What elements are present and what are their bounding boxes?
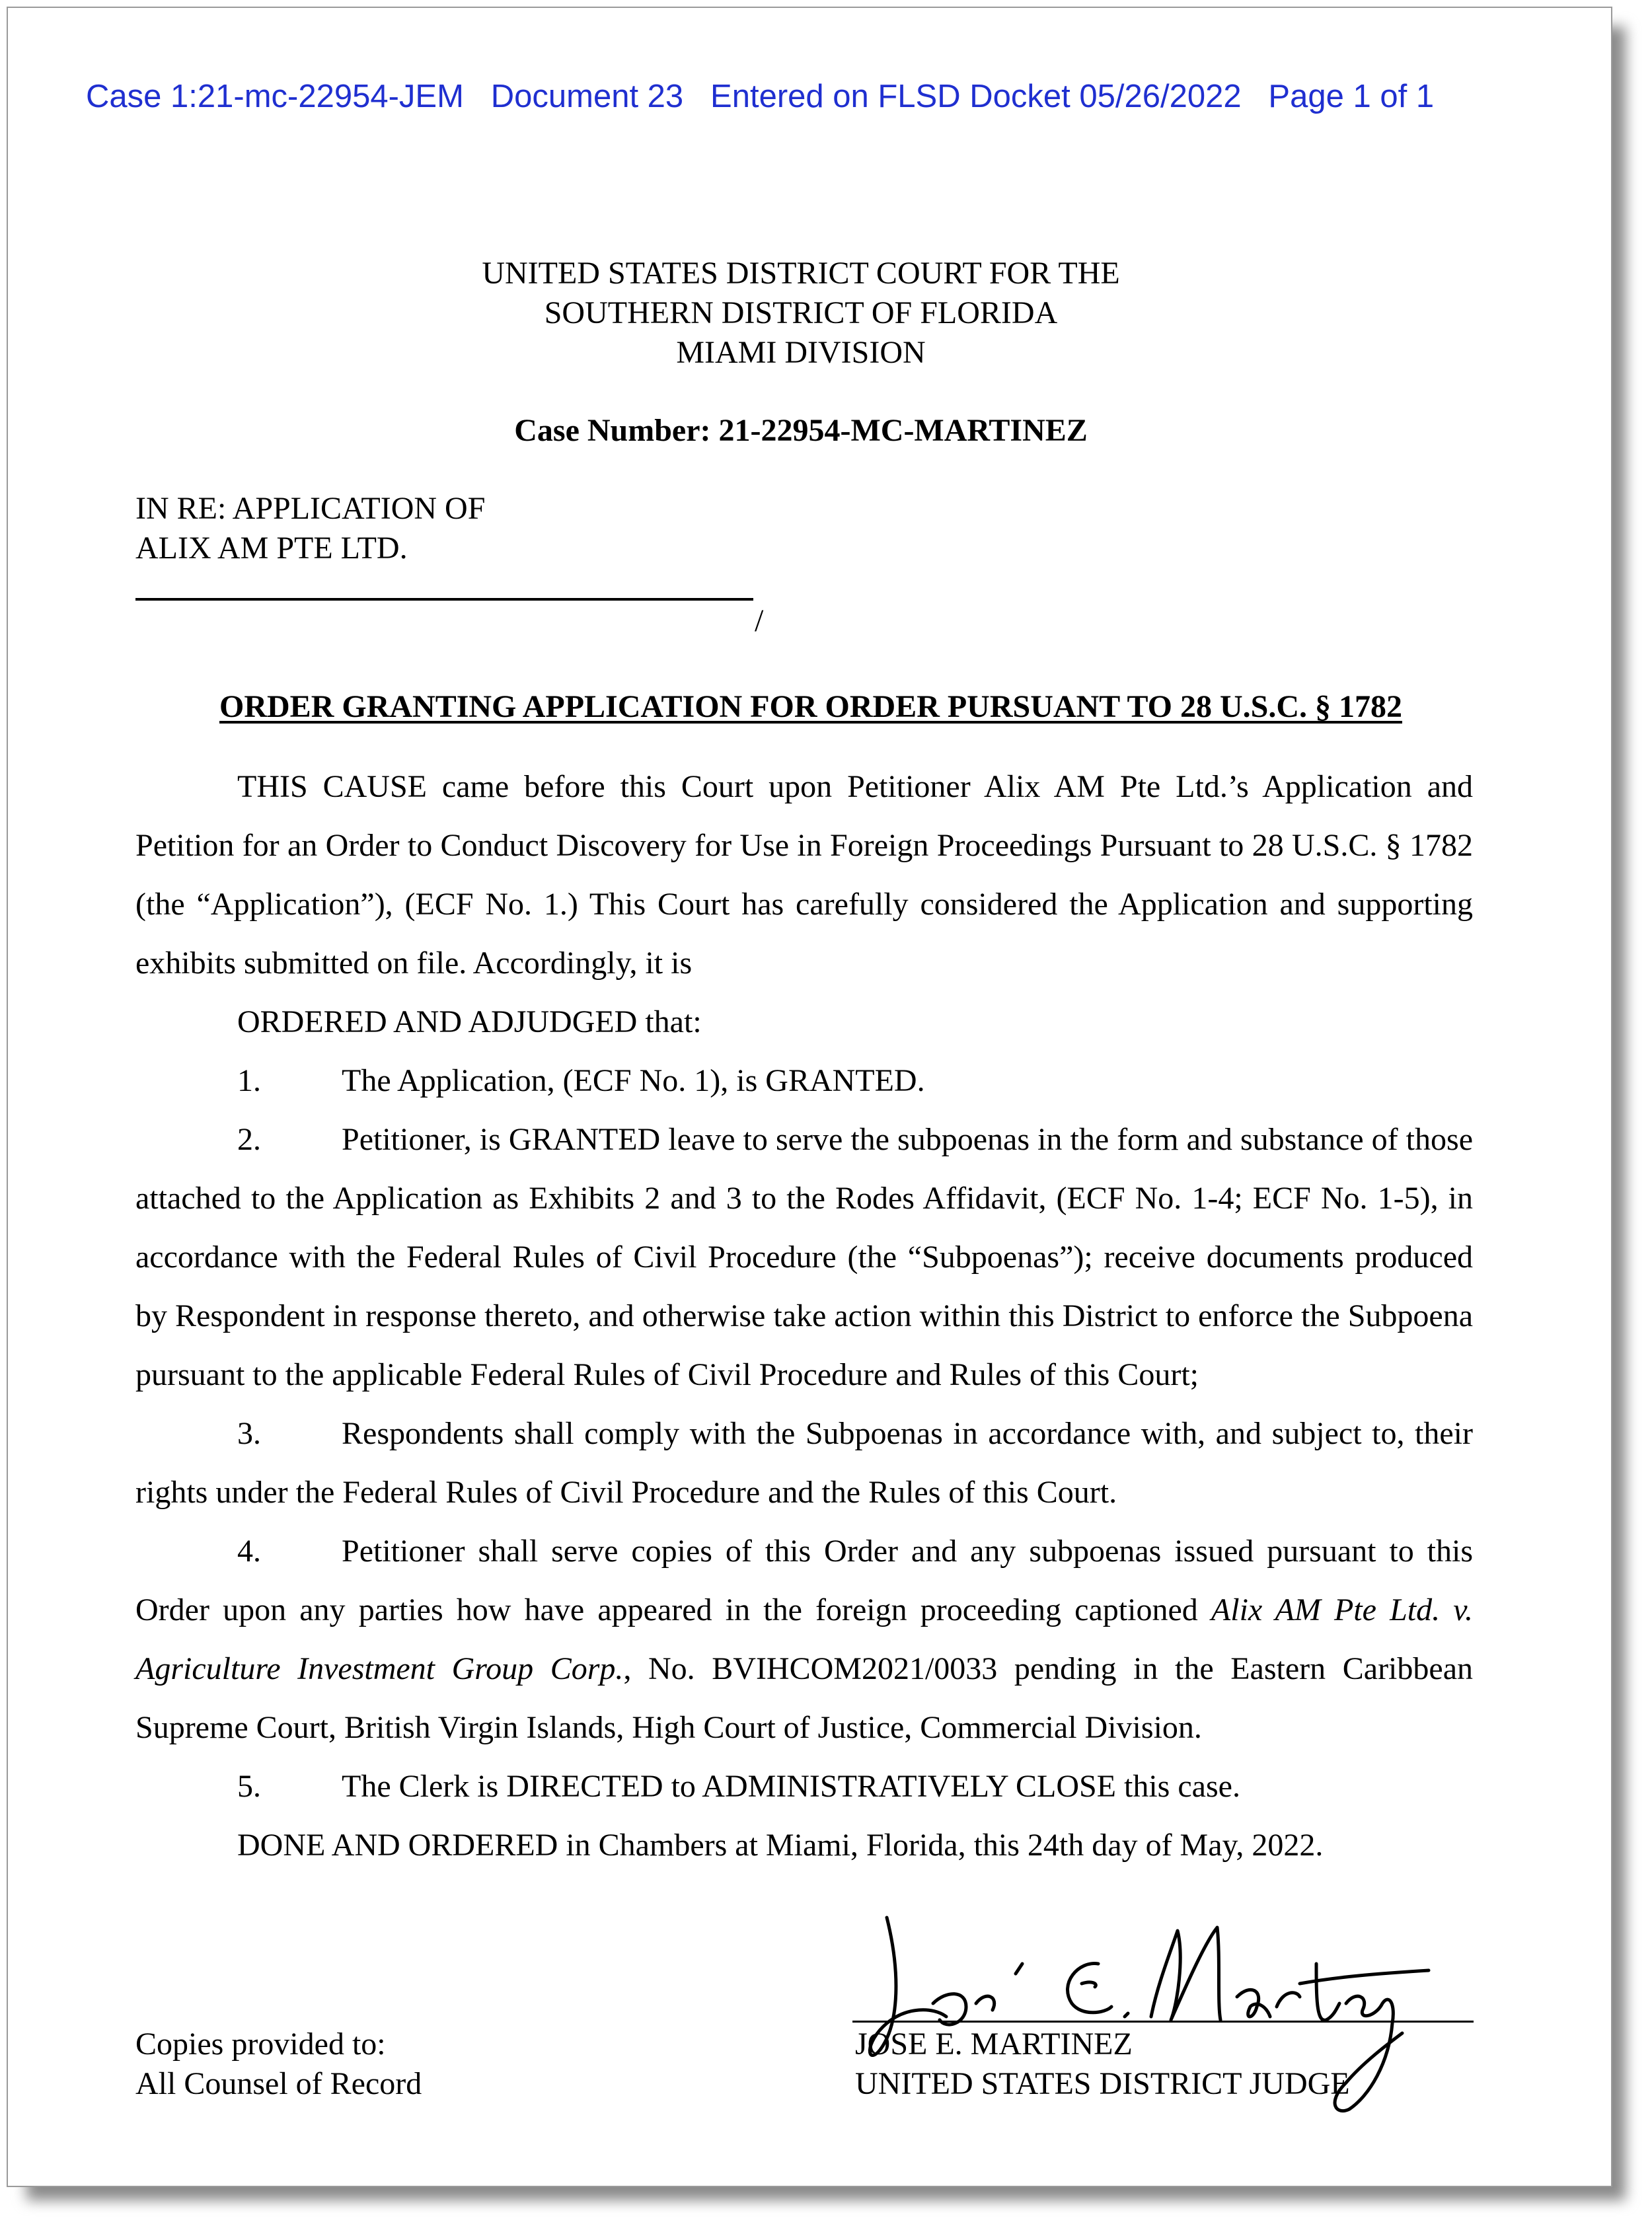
court-line-2: SOUTHERN DISTRICT OF FLORIDA xyxy=(544,295,1058,330)
order-item-2 xyxy=(135,1110,1473,1404)
judge-name: JOSE E. MARTINEZ xyxy=(855,2027,1133,2062)
item-text: The Clerk is DIRECTED to ADMINISTRATIVELY CLOSE this case. xyxy=(342,1769,1240,1804)
order-body xyxy=(135,757,1473,1875)
copies-line-2: All Counsel of Record xyxy=(135,2066,422,2101)
judge-block xyxy=(855,2025,1350,2104)
item-text: Petitioner, is GRANTED leave to serve the subpoenas in the form and substance of those attached to the Application as Exhibits 2 and 3 to the Rodes Affidavit, (ECF No. 1-4; ECF No. 1-5), in accordance with the Federal Rules of Civil Procedure (the “Subpoenas”); receive documents produced by Respondent in response thereto, and otherwise take action within this District to enforce the Subpoena pursuant to the applicable Federal Rules of Civil Procedure and Rules of this Court; xyxy=(135,1122,1473,1392)
intro-paragraph: THIS CAUSE came before this Court upon Petitioner Alix AM Pte Ltd.’s Application and Petition for an Order to Conduct Discovery for Use in Foreign Proceedings Pursuant to 28 U.S.C. § 1782 (the “Application”), (ECF No. 1.) This Court has carefully considered the Application and supporting exhibits submitted on file. Accordingly, it is xyxy=(135,769,1473,981)
court-line-1: UNITED STATES DISTRICT COURT FOR THE xyxy=(482,256,1120,291)
item-number: 3. xyxy=(237,1416,261,1451)
item-text: Petitioner shall serve copies of this Order and any subpoenas issued pursuant to this Order upon any parties how have appeared in the foreign proceeding captioned xyxy=(135,1534,1473,1627)
judge-title: UNITED STATES DISTRICT JUDGE xyxy=(855,2066,1350,2101)
item-number: 4. xyxy=(237,1534,261,1569)
in-re-line-2: ALIX AM PTE LTD. xyxy=(135,531,408,566)
copies-line-1: Copies provided to: xyxy=(135,2027,386,2062)
docket-stamp: Case 1:21-mc-22954-JEM Document 23 Entered on FLSD Docket 05/26/2022 Page 1 of 1 xyxy=(86,79,1435,114)
copies-provided xyxy=(135,2025,422,2104)
caption-slash: / xyxy=(755,603,764,638)
order-item-3 xyxy=(135,1404,1473,1522)
case-caption-italic: Alix AM Pte Ltd. v. Agriculture Investment Group Corp. xyxy=(135,1592,1474,1686)
signature-line xyxy=(852,2021,1474,2023)
item-text: Respondents shall comply with the Subpoenas in accordance with, and subject to, their rights under the Federal Rules of Civil Procedure and the Rules of this Court. xyxy=(135,1416,1473,1510)
court-heading xyxy=(404,254,1197,373)
caption-underline xyxy=(135,598,753,601)
order-item-1 xyxy=(135,1051,1473,1110)
item-text: The Application, (ECF No. 1), is GRANTED. xyxy=(342,1063,925,1098)
item-text-end: , No. BVIHCOM2021/0033 pending in the Eastern Caribbean Supreme Court, British Virgin Islands, High Court of Justice, Commercial Division. xyxy=(135,1651,1474,1745)
done-and-ordered: DONE AND ORDERED in Chambers at Miami, Florida, this 24th day of May, 2022. xyxy=(237,1828,1324,1863)
case-number: Case Number: 21-22954-MC-MARTINEZ xyxy=(514,413,1088,448)
in-re-caption xyxy=(135,489,485,568)
court-line-3: MIAMI DIVISION xyxy=(676,335,926,370)
item-number: 5. xyxy=(237,1769,261,1804)
item-number: 2. xyxy=(237,1122,261,1157)
order-title: ORDER GRANTING APPLICATION FOR ORDER PURSUANT TO 28 U.S.C. § 1782 xyxy=(219,689,1402,724)
ordered-adjudged: ORDERED AND ADJUDGED that: xyxy=(237,1004,702,1039)
order-item-5 xyxy=(135,1757,1473,1816)
order-item-4 xyxy=(135,1522,1473,1757)
document-page xyxy=(7,7,1612,2187)
item-number: 1. xyxy=(237,1063,261,1098)
in-re-line-1: IN RE: APPLICATION OF xyxy=(135,491,486,526)
